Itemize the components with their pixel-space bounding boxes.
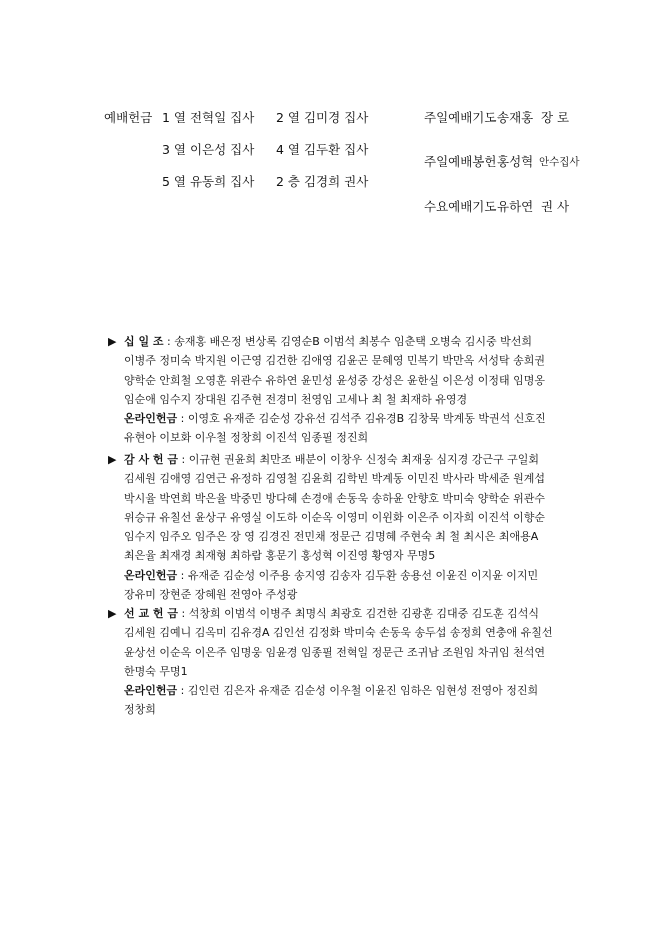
bullet-icon: ▶ [108, 335, 117, 348]
offering-duty-label: 예배헌금 [104, 110, 153, 125]
online-heading: 온라인헌금 [124, 568, 178, 582]
list-line: 이규현 권윤희 최만조 배분이 이창우 신정숙 최재웅 심지경 강근구 구일회 [188, 453, 539, 466]
offering-duty-row-2-col-2: 4 열 김두환 집사 [276, 142, 369, 157]
online-heading-line: 온라인헌금 : 김인런 김은자 유재준 김순성 이우철 이윤진 임하은 임현성 전영아 정진희 [124, 684, 539, 698]
offering-duty-row-3-col-2: 2 층 김경희 권사 [276, 174, 369, 189]
section-heading-line: ▶ 십 일 조 : 송재홍 배은정 변상록 김영순B 이범석 최봉수 임춘택 오병숙 김시중 박선희 [108, 332, 563, 351]
section-heading: 십 일 조 [124, 335, 164, 348]
section-heading: 감 사 헌 금 [124, 453, 178, 466]
list-line: 김세원 김예니 김옥미 김유경A 김인선 김정화 박미숙 손동욱 송두섭 송정희 연충애 유칠선 [124, 626, 553, 640]
prayer-duty-label-2: 주일예배봉헌 [424, 154, 497, 169]
prayer-duty-title-1: 장 로 [541, 110, 570, 125]
list-line: 석창희 이범석 이병주 최명식 최광호 김건한 김광훈 김대중 김도훈 김석식 [188, 607, 539, 620]
prayer-duty-title-2: 안수집사 [539, 156, 580, 168]
tithe-section [108, 332, 563, 448]
list-line: 임수지 임주오 임주은 장 영 김경진 전민채 정문근 김명혜 주현숙 최 철 최시은 최애용A [124, 530, 539, 544]
offering-duty-row-2-col-1: 3 열 이은성 집사 [162, 142, 255, 157]
thanks-offering-section [108, 450, 563, 604]
list-line: 유재준 김순성 이주용 송지영 김송자 김두환 송용선 이윤진 이지윤 이지민 [187, 568, 539, 582]
prayer-duty-label-3: 수요예배기도 [424, 199, 497, 214]
bullet-icon: ▶ [108, 607, 117, 620]
prayer-duty-name-3: 유하연 [497, 199, 534, 214]
prayer-duty-label-1: 주일예배기도 [424, 110, 497, 125]
list-line: 장유미 장현준 장혜원 전영아 주성광 [124, 588, 298, 602]
list-line: 한명숙 무명1 [124, 664, 188, 678]
list-line: 이병주 정미숙 박지원 이근영 김건한 김애영 김윤곤 문혜영 민복기 박만옥 서성탁 송희권 [124, 354, 545, 368]
list-line: 송재홍 배은정 변상록 김영순B 이범석 최봉수 임춘택 오병숙 김시중 박선희 [174, 335, 533, 348]
prayer-duty-title-3: 권 사 [541, 199, 570, 214]
list-line: 박시율 박연희 박은율 박중민 방다혜 손경애 손동욱 송하윤 안향호 박미숙 양학순 위관수 [124, 491, 545, 505]
section-heading: 선 교 헌 금 [124, 607, 178, 620]
list-line: 유현아 이보화 이우철 정창희 이진석 임종필 정진희 [124, 431, 369, 445]
online-heading: 온라인헌금 [124, 412, 178, 426]
list-line: 김인런 김은자 유재준 김순성 이우철 이윤진 임하은 임현성 전영아 정진희 [187, 684, 539, 698]
section-heading-line: ▶ 선 교 헌 금 : 석창희 이범석 이병주 최명식 최광호 김건한 김광훈 김대중 김도훈 김석식 [108, 604, 563, 623]
offering-duty-row-1-col-1: 1 열 전혁일 집사 [162, 110, 255, 125]
list-line: 정창희 [124, 703, 156, 717]
list-line: 임순애 임수지 장대원 김주현 전경미 천영임 고세나 최 철 최재하 유영경 [124, 392, 468, 406]
prayer-duty-name-1: 송재홍 [497, 110, 534, 125]
mission-offering-section [108, 604, 563, 720]
section-heading-line: ▶ 감 사 헌 금 : 이규현 권윤희 최만조 배분이 이창우 신정숙 최재웅 심지경 강근구 구일회 [108, 450, 563, 469]
list-line: 최은율 최재경 최재형 최하람 홍문기 홍성혁 이진영 황영자 무명5 [124, 549, 436, 563]
offering-duty-row-3-col-1: 5 열 유동희 집사 [162, 174, 255, 189]
online-heading: 온라인헌금 [124, 684, 178, 698]
bullet-icon: ▶ [108, 453, 117, 466]
list-line: 이영호 유재준 김순성 강유선 김석주 김유경B 김창묵 박계동 박권석 신호진 [187, 412, 546, 426]
list-line: 윤상선 이순옥 이은주 임명웅 임윤경 임종필 전혁일 정문근 조귀남 조원임 차귀임 천석연 [124, 645, 545, 659]
list-line: 김세원 김애영 김연근 유정하 김영철 김윤희 김학빈 박계동 이민진 박사라 박세준 원계섭 [124, 472, 545, 486]
online-heading-line: 온라인헌금 : 유재준 김순성 이주용 송지영 김송자 김두환 송용선 이윤진 이지윤 이지민 [124, 568, 539, 582]
list-line: 위승규 유칠선 윤상구 유영실 이도하 이순옥 이영미 이윈화 이은주 이자희 이진석 이향순 [124, 510, 545, 524]
offering-duty-row-1-col-2: 2 열 김미경 집사 [276, 110, 369, 125]
list-line: 양학순 안희철 오영훈 위관수 유하연 윤민성 윤성중 강성은 윤한실 이은성 이정태 임명옹 [124, 373, 545, 387]
online-heading-line: 온라인헌금 : 이영호 유재준 김순성 강유선 김석주 김유경B 김창묵 박계동 박권석 신호진 [124, 412, 546, 426]
prayer-duty-name-2: 홍성혁 [497, 154, 534, 169]
